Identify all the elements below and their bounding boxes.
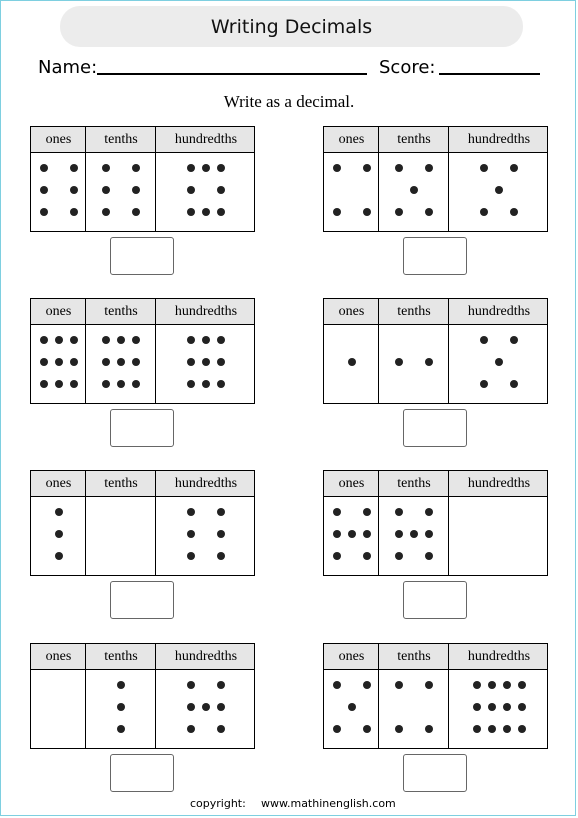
answer-box[interactable] bbox=[110, 237, 174, 275]
tenths-dot bbox=[132, 358, 140, 366]
tenths-dot bbox=[117, 358, 125, 366]
ones-dot bbox=[333, 530, 341, 538]
hundredths-dot bbox=[187, 725, 195, 733]
header-hundredths: hundredths bbox=[467, 649, 531, 664]
header-ones: ones bbox=[45, 304, 72, 319]
header-ones: ones bbox=[45, 649, 72, 664]
hundredths-dot bbox=[217, 703, 225, 711]
tenths-dot bbox=[395, 164, 403, 172]
header-hundredths: hundredths bbox=[467, 476, 531, 491]
header-ones: ones bbox=[45, 132, 72, 147]
hundredths-dot bbox=[488, 725, 496, 733]
hundredths-dot bbox=[480, 336, 488, 344]
hundredths-dot bbox=[510, 336, 518, 344]
name-field[interactable] bbox=[97, 73, 367, 75]
ones-dot bbox=[363, 508, 371, 516]
score-field[interactable] bbox=[439, 73, 540, 75]
header-hundredths: hundredths bbox=[467, 304, 531, 319]
tenths-dot bbox=[117, 336, 125, 344]
tenths-dot bbox=[395, 208, 403, 216]
ones-dot bbox=[40, 358, 48, 366]
hundredths-dot bbox=[503, 703, 511, 711]
ones-dot bbox=[333, 508, 341, 516]
header-ones: ones bbox=[338, 476, 365, 491]
answer-box[interactable] bbox=[403, 754, 467, 792]
hundredths-dot bbox=[503, 681, 511, 689]
hundredths-dot bbox=[503, 725, 511, 733]
hundredths-dot bbox=[217, 508, 225, 516]
ones-dot bbox=[55, 530, 63, 538]
ones-dot bbox=[70, 380, 78, 388]
tenths-dot bbox=[425, 725, 433, 733]
name-label: Name: bbox=[38, 57, 98, 78]
ones-dot bbox=[55, 358, 63, 366]
ones-dot bbox=[55, 508, 63, 516]
ones-dot bbox=[70, 164, 78, 172]
tenths-dot bbox=[117, 380, 125, 388]
hundredths-dot bbox=[217, 725, 225, 733]
header-tenths: tenths bbox=[397, 132, 431, 147]
score-label: Score: bbox=[379, 57, 436, 78]
hundredths-dot bbox=[217, 681, 225, 689]
hundredths-dot bbox=[518, 725, 526, 733]
tenths-dot bbox=[117, 725, 125, 733]
ones-dot bbox=[363, 725, 371, 733]
header-hundredths: hundredths bbox=[174, 304, 238, 319]
place-value-chart bbox=[323, 470, 548, 576]
hundredths-dot bbox=[202, 208, 210, 216]
place-value-chart bbox=[323, 126, 548, 232]
hundredths-dot bbox=[480, 208, 488, 216]
hundredths-dot bbox=[217, 186, 225, 194]
ones-dot bbox=[333, 681, 341, 689]
hundredths-dot bbox=[518, 681, 526, 689]
hundredths-dot bbox=[510, 164, 518, 172]
place-value-chart bbox=[323, 298, 548, 404]
answer-box[interactable] bbox=[110, 581, 174, 619]
ones-dot bbox=[40, 380, 48, 388]
answer-box[interactable] bbox=[403, 237, 467, 275]
ones-dot bbox=[40, 164, 48, 172]
ones-dot bbox=[70, 186, 78, 194]
ones-dot bbox=[363, 164, 371, 172]
header-ones: ones bbox=[338, 304, 365, 319]
header-tenths: tenths bbox=[104, 476, 138, 491]
hundredths-dot bbox=[202, 380, 210, 388]
ones-dot bbox=[55, 552, 63, 560]
hundredths-dot bbox=[473, 703, 481, 711]
hundredths-dot bbox=[488, 681, 496, 689]
website-link[interactable]: www.mathinenglish.com bbox=[261, 797, 396, 810]
answer-box[interactable] bbox=[110, 754, 174, 792]
tenths-dot bbox=[425, 552, 433, 560]
tenths-dot bbox=[132, 208, 140, 216]
answer-box[interactable] bbox=[403, 409, 467, 447]
tenths-dot bbox=[395, 725, 403, 733]
header-tenths: tenths bbox=[104, 132, 138, 147]
ones-dot bbox=[348, 358, 356, 366]
place-value-chart bbox=[30, 298, 255, 404]
hundredths-dot bbox=[480, 380, 488, 388]
hundredths-dot bbox=[202, 336, 210, 344]
ones-dot bbox=[40, 186, 48, 194]
hundredths-dot bbox=[217, 164, 225, 172]
hundredths-dot bbox=[488, 703, 496, 711]
tenths-dot bbox=[132, 380, 140, 388]
tenths-dot bbox=[117, 681, 125, 689]
ones-dot bbox=[333, 208, 341, 216]
ones-dot bbox=[348, 703, 356, 711]
ones-dot bbox=[348, 530, 356, 538]
tenths-dot bbox=[410, 186, 418, 194]
tenths-dot bbox=[132, 336, 140, 344]
hundredths-dot bbox=[495, 186, 503, 194]
instructions: Write as a decimal. bbox=[223, 92, 355, 111]
hundredths-dot bbox=[187, 530, 195, 538]
ones-dot bbox=[363, 530, 371, 538]
tenths-dot bbox=[102, 358, 110, 366]
hundredths-dot bbox=[217, 358, 225, 366]
header-ones: ones bbox=[338, 132, 365, 147]
tenths-dot bbox=[102, 380, 110, 388]
answer-box[interactable] bbox=[110, 409, 174, 447]
hundredths-dot bbox=[480, 164, 488, 172]
ones-dot bbox=[333, 552, 341, 560]
hundredths-dot bbox=[187, 508, 195, 516]
tenths-dot bbox=[425, 508, 433, 516]
header-tenths: tenths bbox=[104, 304, 138, 319]
ones-dot bbox=[333, 164, 341, 172]
tenths-dot bbox=[132, 164, 140, 172]
tenths-dot bbox=[425, 530, 433, 538]
tenths-dot bbox=[132, 186, 140, 194]
hundredths-dot bbox=[187, 336, 195, 344]
header-tenths: tenths bbox=[397, 476, 431, 491]
hundredths-dot bbox=[187, 681, 195, 689]
ones-dot bbox=[55, 380, 63, 388]
hundredths-dot bbox=[187, 186, 195, 194]
ones-dot bbox=[70, 208, 78, 216]
hundredths-dot bbox=[510, 380, 518, 388]
place-value-chart bbox=[323, 643, 548, 749]
hundredths-dot bbox=[495, 358, 503, 366]
ones-dot bbox=[363, 208, 371, 216]
hundredths-dot bbox=[187, 208, 195, 216]
tenths-dot bbox=[395, 681, 403, 689]
header-hundredths: hundredths bbox=[174, 132, 238, 147]
hundredths-dot bbox=[202, 358, 210, 366]
hundredths-dot bbox=[187, 703, 195, 711]
ones-dot bbox=[333, 725, 341, 733]
header-tenths: tenths bbox=[397, 649, 431, 664]
hundredths-dot bbox=[217, 380, 225, 388]
ones-dot bbox=[363, 681, 371, 689]
tenths-dot bbox=[102, 164, 110, 172]
hundredths-dot bbox=[187, 380, 195, 388]
hundredths-dot bbox=[217, 336, 225, 344]
header-hundredths: hundredths bbox=[174, 649, 238, 664]
tenths-dot bbox=[117, 703, 125, 711]
worksheet-title: Writing Decimals bbox=[60, 6, 523, 47]
place-value-chart bbox=[30, 643, 255, 749]
tenths-dot bbox=[395, 508, 403, 516]
hundredths-dot bbox=[217, 552, 225, 560]
hundredths-dot bbox=[217, 530, 225, 538]
hundredths-dot bbox=[473, 725, 481, 733]
hundredths-dot bbox=[202, 164, 210, 172]
place-value-chart bbox=[30, 126, 255, 232]
tenths-dot bbox=[395, 552, 403, 560]
copyright-label: copyright: bbox=[190, 797, 246, 810]
header-hundredths: hundredths bbox=[467, 132, 531, 147]
hundredths-dot bbox=[187, 358, 195, 366]
header-ones: ones bbox=[45, 476, 72, 491]
ones-dot bbox=[70, 336, 78, 344]
tenths-dot bbox=[410, 530, 418, 538]
ones-dot bbox=[40, 336, 48, 344]
ones-dot bbox=[40, 208, 48, 216]
hundredths-dot bbox=[473, 681, 481, 689]
ones-dot bbox=[363, 552, 371, 560]
tenths-dot bbox=[425, 681, 433, 689]
hundredths-dot bbox=[510, 208, 518, 216]
header-ones: ones bbox=[338, 649, 365, 664]
hundredths-dot bbox=[202, 703, 210, 711]
hundredths-dot bbox=[518, 703, 526, 711]
tenths-dot bbox=[425, 208, 433, 216]
ones-dot bbox=[70, 358, 78, 366]
tenths-dot bbox=[102, 186, 110, 194]
hundredths-dot bbox=[187, 164, 195, 172]
hundredths-dot bbox=[187, 552, 195, 560]
tenths-dot bbox=[395, 358, 403, 366]
tenths-dot bbox=[425, 164, 433, 172]
header-hundredths: hundredths bbox=[174, 476, 238, 491]
tenths-dot bbox=[102, 208, 110, 216]
header-tenths: tenths bbox=[104, 649, 138, 664]
hundredths-dot bbox=[217, 208, 225, 216]
tenths-dot bbox=[425, 358, 433, 366]
header-tenths: tenths bbox=[397, 304, 431, 319]
ones-dot bbox=[55, 336, 63, 344]
tenths-dot bbox=[102, 336, 110, 344]
answer-box[interactable] bbox=[403, 581, 467, 619]
place-value-chart bbox=[30, 470, 255, 576]
tenths-dot bbox=[395, 530, 403, 538]
